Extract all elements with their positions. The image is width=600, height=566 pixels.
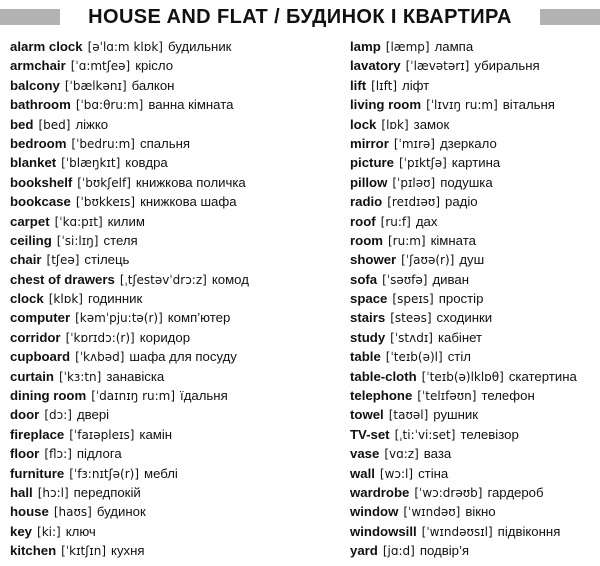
entry-word: table-cloth: [350, 368, 417, 384]
entry-translation: сходинки: [436, 310, 493, 326]
entry-transcription: [ˈɑ:mtʃeə]: [70, 59, 131, 74]
entry-word: balcony: [10, 77, 60, 93]
entry-translation: передпокій: [73, 484, 141, 500]
vocab-entry: [350, 56, 598, 75]
entry-translation: годинник: [87, 291, 143, 307]
entry-translation: ваза: [423, 446, 452, 462]
vocab-entry: [350, 464, 598, 483]
entry-word: living room: [350, 97, 422, 113]
vocab-entry: [10, 76, 340, 95]
vocab-entry: [350, 522, 598, 541]
entry-translation: книжкова шафа: [140, 194, 237, 210]
entry-transcription: [ˈwɪndəʊ]: [403, 505, 461, 520]
entry-word: lift: [350, 77, 367, 93]
vocab-entry: [10, 386, 340, 405]
vocab-entry: [10, 328, 340, 347]
entry-word: corridor: [10, 329, 61, 345]
entry-word: window: [350, 504, 399, 520]
entry-translation: ліфт: [402, 77, 430, 93]
entry-transcription: [ru:m]: [387, 233, 426, 248]
vocab-entry: [350, 308, 598, 327]
entry-transcription: [ˈbedru:m]: [71, 136, 135, 151]
left-column: [10, 37, 340, 561]
entry-translation: кухня: [111, 543, 145, 559]
entry-transcription: [speɪs]: [392, 292, 434, 307]
entry-translation: підвіконня: [497, 523, 561, 539]
entry-translation: крісло: [135, 58, 174, 74]
entry-word: lock: [350, 116, 377, 132]
entry-translation: будильник: [167, 39, 232, 54]
entry-transcription: [ˈkɒrɪdɔ:(r)]: [65, 330, 135, 345]
vocab-entry: [10, 56, 340, 75]
vocab-entry: [350, 173, 598, 192]
vocab-entry: [350, 192, 598, 211]
vocab-entry: [350, 328, 598, 347]
entry-transcription: [ˈlævətərɪ]: [405, 59, 470, 74]
entry-translation: кімната: [430, 232, 476, 248]
entry-translation: їдальня: [180, 388, 228, 404]
entry-translation: стеля: [103, 232, 138, 248]
vocab-entry: [10, 250, 340, 269]
entry-transcription: [bed]: [38, 117, 71, 132]
entry-translation: ключ: [65, 523, 96, 539]
entry-transcription: [ˈwɪndəʊsɪl]: [421, 524, 493, 539]
entry-transcription: [haʊs]: [53, 505, 92, 520]
vocab-entry: [10, 192, 340, 211]
entry-translation: кабінет: [437, 329, 483, 345]
entry-transcription: [ˈtelɪfəʊn]: [417, 389, 477, 404]
vocab-entry: [350, 347, 598, 366]
entry-word: curtain: [10, 368, 54, 384]
entry-word: space: [350, 291, 388, 307]
entry-word: shower: [350, 252, 397, 268]
vocab-entry: [350, 367, 598, 386]
entry-word: lavatory: [350, 58, 401, 74]
entry-word: lamp: [350, 39, 381, 54]
entry-word: bookshelf: [10, 174, 73, 190]
entry-translation: дах: [415, 213, 438, 229]
entry-word: chest of drawers: [10, 271, 115, 287]
entry-transcription: [klɒk]: [48, 292, 83, 307]
entry-translation: підлога: [76, 446, 122, 462]
vocab-entry: [10, 115, 340, 134]
entry-translation: меблі: [144, 465, 178, 481]
entry-translation: простір: [438, 291, 484, 307]
entry-word: table: [350, 349, 381, 365]
entry-transcription: [dɔ:]: [44, 408, 72, 423]
entry-word: vase: [350, 446, 380, 462]
entry-translation: подушка: [440, 174, 493, 190]
vocab-entry: [350, 541, 598, 560]
vocab-entry: [10, 444, 340, 463]
entry-transcription: [ˈteɪb(ə)lklɒθ]: [421, 369, 504, 384]
entry-word: radio: [350, 194, 383, 210]
vocab-entry: [350, 37, 598, 56]
page-title: HOUSE AND FLAT / БУДИНОК І КВАРТИРА: [88, 6, 512, 28]
vocab-entry: [10, 231, 340, 250]
entry-transcription: [ˌti:ˈvi:set]: [394, 427, 456, 442]
vocab-entry: [10, 173, 340, 192]
entry-word: floor: [10, 446, 40, 462]
entry-transcription: [ˈstʌdɪ]: [390, 330, 433, 345]
entry-transcription: [ˈsi:lɪŋ]: [56, 233, 99, 248]
entry-transcription: [ˈbʊkkeɪs]: [75, 195, 136, 210]
entry-translation: будинок: [96, 504, 146, 520]
entry-transcription: [ˈʃaʊə(r)]: [401, 253, 455, 268]
entry-word: windowsill: [350, 523, 417, 539]
entry-translation: рушник: [433, 407, 479, 423]
entry-transcription: [ˈbælkənɪ]: [64, 78, 127, 93]
vocab-entry: [10, 425, 340, 444]
entry-transcription: [tʃeə]: [46, 253, 80, 268]
entry-word: hall: [10, 484, 33, 500]
entry-translation: лампа: [434, 39, 474, 54]
vocab-entry: [10, 37, 340, 56]
vocab-entry: [350, 502, 598, 521]
entry-translation: комод: [211, 271, 249, 287]
entry-transcription: [ˈkɑ:pɪt]: [54, 214, 103, 229]
entry-word: yard: [350, 543, 378, 559]
entry-transcription: [ki:]: [37, 524, 61, 539]
entry-translation: камін: [139, 426, 173, 442]
entry-word: alarm clock: [10, 39, 83, 54]
entry-word: door: [10, 407, 40, 423]
vocab-entry: [350, 95, 598, 114]
entry-word: dining room: [10, 388, 87, 404]
entry-transcription: [ˈlɪvɪŋ ru:m]: [426, 98, 498, 113]
entry-transcription: [ru:f]: [380, 214, 411, 229]
entry-translation: картина: [451, 155, 501, 171]
entry-word: wardrobe: [350, 484, 410, 500]
entry-transcription: [ˌtʃestəvˈdrɔ:z]: [119, 272, 207, 287]
entry-translation: шафа для посуду: [129, 349, 237, 365]
entry-translation: книжкова поличка: [135, 174, 246, 190]
entry-translation: телевізор: [460, 426, 519, 442]
entry-transcription: [ˈdaɪnɪŋ ru:m]: [91, 389, 176, 404]
vocab-entry: [10, 502, 340, 521]
entry-transcription: [lɪft]: [371, 78, 397, 93]
vocab-entry: [350, 231, 598, 250]
entry-word: study: [350, 329, 386, 345]
entry-translation: спальня: [139, 135, 191, 151]
entry-transcription: [wɔ:l]: [379, 466, 414, 481]
entry-word: room: [350, 232, 383, 248]
entry-word: TV-set: [350, 426, 390, 442]
vocab-entry: [350, 270, 598, 289]
entry-translation: телефон: [481, 388, 535, 404]
vocab-entry: [10, 541, 340, 560]
entry-transcription: [hɔ:l]: [37, 485, 69, 500]
entry-word: bed: [10, 116, 34, 132]
entry-transcription: [ˈblæŋkɪt]: [61, 156, 121, 171]
entry-translation: убиральня: [474, 58, 540, 74]
vocab-entry: [350, 153, 598, 172]
entry-word: computer: [10, 310, 71, 326]
entry-word: blanket: [10, 155, 57, 171]
entry-translation: стіна: [418, 465, 449, 481]
entry-transcription: [ˈkɪtʃɪn]: [61, 544, 107, 559]
entry-transcription: [steəs]: [390, 311, 432, 326]
vocab-entry: [350, 115, 598, 134]
entry-transcription: [flɔ:]: [44, 447, 72, 462]
vocab-entry: [350, 444, 598, 463]
vocab-entry: [350, 405, 598, 424]
entry-transcription: [reɪdɪəʊ]: [387, 195, 440, 210]
entry-transcription: [ˈkɜ:tn]: [58, 369, 102, 384]
vocab-entry: [10, 367, 340, 386]
entry-translation: вітальня: [502, 97, 555, 113]
entry-translation: двері: [76, 407, 110, 423]
vocab-entry: [10, 270, 340, 289]
header-bar-right: [540, 9, 600, 25]
entry-transcription: [læmp]: [385, 40, 430, 54]
vocab-entry: [10, 405, 340, 424]
entry-word: telephone: [350, 388, 413, 404]
vocab-entry: [350, 134, 598, 153]
vocab-entry: [10, 522, 340, 541]
entry-translation: стіл: [447, 349, 471, 365]
entry-word: ceiling: [10, 232, 52, 248]
entry-word: mirror: [350, 135, 389, 151]
entry-word: wall: [350, 465, 375, 481]
entry-transcription: [jɑ:d]: [382, 544, 415, 559]
vocab-entry: [350, 425, 598, 444]
entry-transcription: [lɒk]: [381, 117, 409, 132]
vocab-entry: [10, 134, 340, 153]
entry-translation: замок: [413, 116, 450, 132]
entry-word: bathroom: [10, 97, 71, 113]
vocab-entry: [350, 289, 598, 308]
entry-translation: балкон: [131, 77, 175, 93]
vocab-entry: [10, 483, 340, 502]
header-bar-left: [0, 9, 60, 25]
entry-transcription: [əˈlɑ:m klɒk]: [87, 40, 163, 54]
entry-translation: занавіска: [106, 368, 165, 384]
vocab-entry: [350, 76, 598, 95]
vocab-entry: [350, 386, 598, 405]
entry-word: key: [10, 523, 33, 539]
vocab-entry: [10, 347, 340, 366]
vocab-entry: [10, 308, 340, 327]
vocab-entry: [10, 212, 340, 231]
entry-transcription: [kəmˈpju:tə(r)]: [75, 311, 163, 326]
entry-translation: диван: [432, 271, 469, 287]
entry-translation: коридор: [139, 329, 191, 345]
entry-word: chair: [10, 252, 42, 268]
entry-translation: ванна кімната: [148, 97, 234, 113]
right-column: [350, 37, 598, 561]
entry-translation: стілець: [84, 252, 130, 268]
entry-transcription: [ˈfɜ:nɪtʃə(r)]: [69, 466, 140, 481]
entry-translation: килим: [107, 213, 145, 229]
vocab-entry: [10, 464, 340, 483]
entry-translation: ліжко: [75, 116, 109, 132]
entry-word: bookcase: [10, 194, 71, 210]
entry-translation: подвір’я: [419, 543, 470, 559]
entry-word: kitchen: [10, 543, 57, 559]
entry-word: house: [10, 504, 49, 520]
entry-transcription: [ˈbɑ:θru:m]: [75, 98, 144, 113]
entry-word: cupboard: [10, 349, 71, 365]
vocab-entry: [350, 483, 598, 502]
entry-translation: дзеркало: [439, 135, 497, 151]
entry-transcription: [ˈpɪləʊ]: [392, 175, 436, 190]
entry-transcription: [ˈteɪb(ə)l]: [385, 350, 443, 365]
entry-translation: скатертина: [508, 368, 577, 384]
entry-word: roof: [350, 213, 376, 229]
entry-word: armchair: [10, 58, 66, 74]
vocab-entry: [10, 289, 340, 308]
entry-transcription: [ˈmɪrə]: [393, 136, 435, 151]
entry-word: stairs: [350, 310, 386, 326]
vocab-entry: [350, 212, 598, 231]
entry-translation: вікно: [465, 504, 496, 520]
entry-word: clock: [10, 291, 44, 307]
entry-word: furniture: [10, 465, 65, 481]
entry-translation: комп’ютер: [167, 310, 231, 326]
vocab-entry: [350, 250, 598, 269]
vocab-entry: [10, 95, 340, 114]
entry-word: fireplace: [10, 426, 65, 442]
entry-word: pillow: [350, 174, 388, 190]
entry-word: carpet: [10, 213, 50, 229]
entry-transcription: [ˈsəʊfə]: [382, 272, 428, 287]
entry-transcription: [ˈbʊkʃelf]: [77, 175, 131, 190]
entry-word: towel: [350, 407, 384, 423]
entry-transcription: [ˈfaɪəpleɪs]: [69, 427, 135, 442]
header: [0, 3, 600, 31]
entry-transcription: [ˈpɪktʃə]: [398, 156, 447, 171]
entry-transcription: [ˈwɔ:drəʊb]: [414, 485, 483, 500]
entry-translation: радіо: [445, 194, 478, 210]
vocab-entry: [10, 153, 340, 172]
entry-translation: душ: [459, 252, 485, 268]
entry-transcription: [taʊəl]: [388, 408, 429, 423]
entry-transcription: [ˈkʌbəd]: [75, 350, 125, 365]
entry-word: picture: [350, 155, 394, 171]
entry-word: bedroom: [10, 135, 67, 151]
entry-translation: ковдра: [125, 155, 168, 171]
entry-transcription: [vɑ:z]: [384, 447, 419, 462]
entry-translation: гардероб: [487, 484, 544, 500]
entry-word: sofa: [350, 271, 378, 287]
